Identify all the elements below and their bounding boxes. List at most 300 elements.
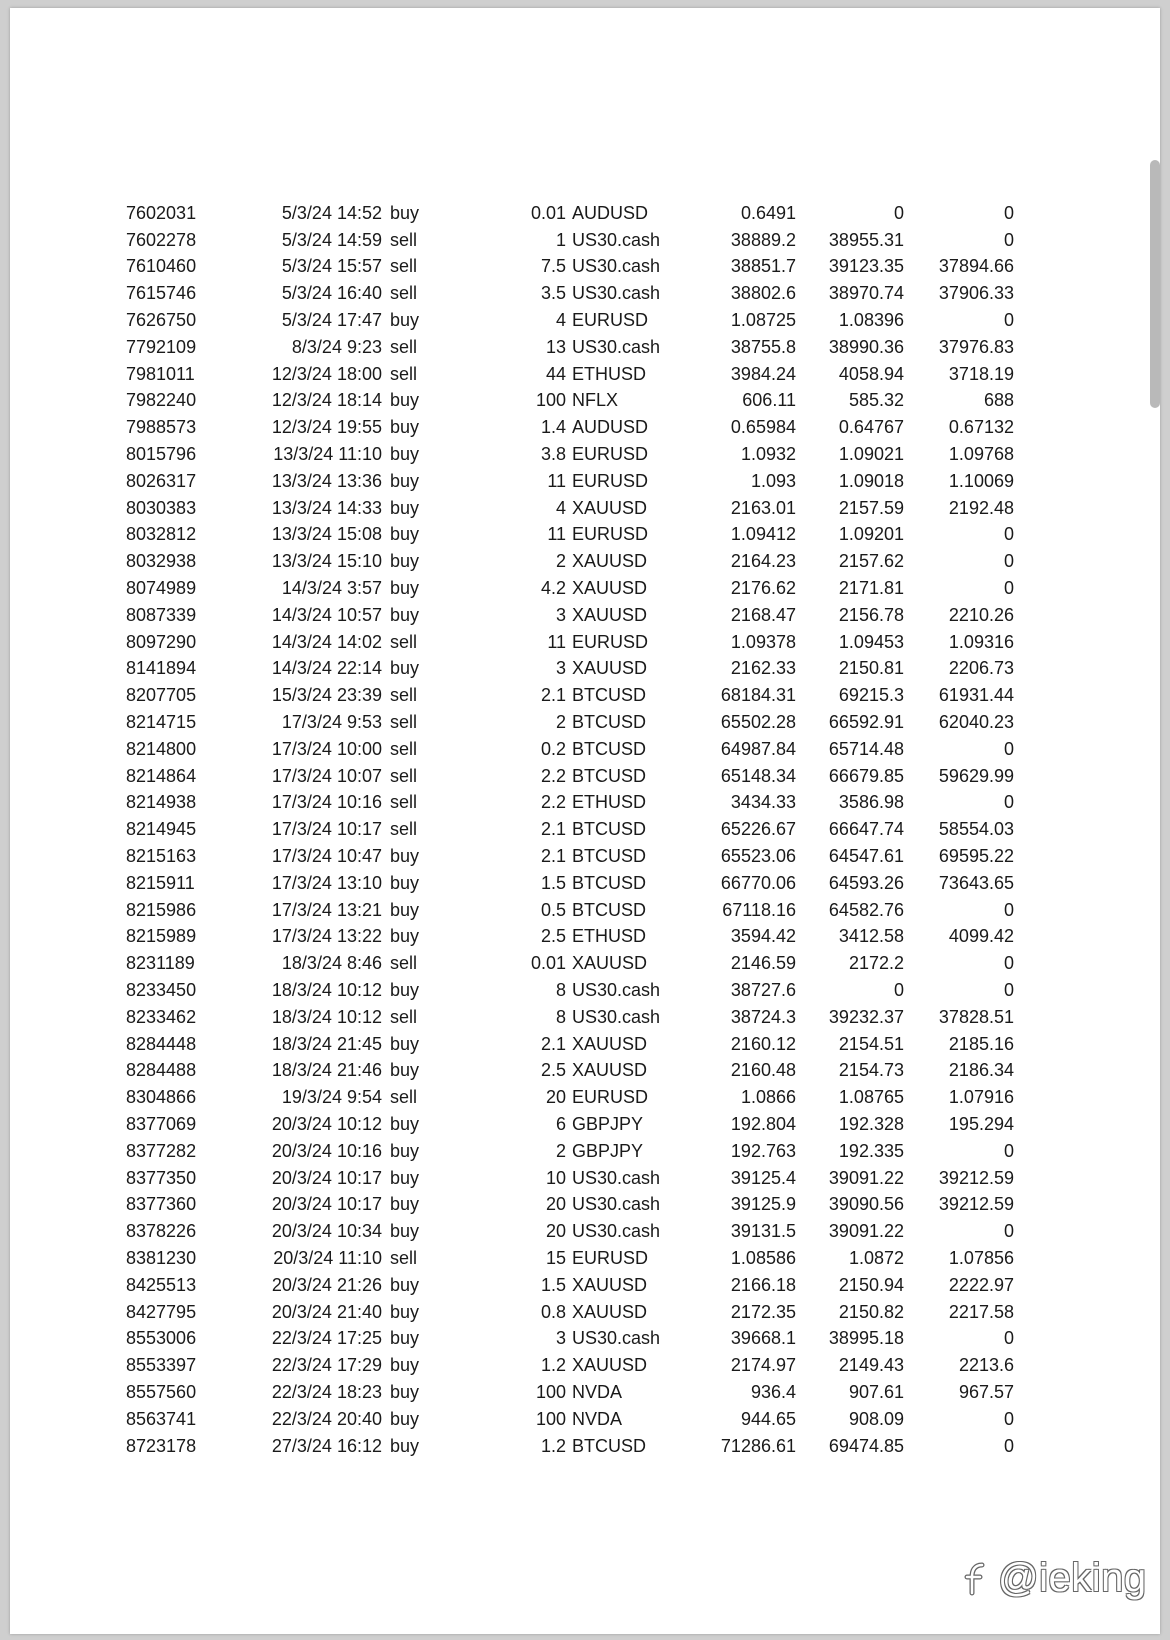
symbol-cell: US30.cash <box>572 229 661 250</box>
ticket-cell: 8087339 <box>126 604 197 625</box>
ticket-cell: 8215163 <box>126 846 197 867</box>
table-row <box>126 977 1014 1004</box>
time-cell: 5/3/24 14:52 <box>281 202 382 223</box>
volume-cell: 2 <box>555 1140 566 1161</box>
stop-loss-cell: 2149.43 <box>838 1355 904 1376</box>
type-cell: buy <box>390 1140 420 1161</box>
time-cell: 14/3/24 10:57 <box>271 604 382 625</box>
take-profit-cell: 0 <box>1003 899 1014 920</box>
type-cell: buy <box>390 604 420 625</box>
ticket-cell: 8233462 <box>126 1006 197 1027</box>
stop-loss-cell: 192.335 <box>838 1140 904 1161</box>
ticket-cell: 8097290 <box>126 631 197 652</box>
take-profit-cell: 1.07856 <box>948 1247 1014 1268</box>
symbol-cell: BTCUSD <box>572 712 647 733</box>
ticket-cell: 8233450 <box>126 980 197 1000</box>
symbol-cell: EURUSD <box>572 631 649 652</box>
time-cell: 22/3/24 20:40 <box>271 1408 382 1429</box>
take-profit-cell: 0 <box>1003 202 1014 223</box>
stop-loss-cell: 2171.81 <box>838 578 904 599</box>
stop-loss-cell: 0 <box>893 980 904 1000</box>
symbol-cell: US30.cash <box>572 1167 661 1188</box>
take-profit-cell: 37906.33 <box>938 283 1014 304</box>
type-cell: sell <box>390 256 418 277</box>
symbol-cell: ETHUSD <box>572 926 647 947</box>
type-cell: sell <box>390 1247 418 1268</box>
table-row <box>126 200 1014 227</box>
price-cell: 606.11 <box>742 390 796 411</box>
type-cell: sell <box>390 765 418 786</box>
ticket-cell: 8214800 <box>126 738 197 759</box>
volume-cell: 2 <box>555 551 566 572</box>
price-cell: 67118.16 <box>722 899 796 920</box>
time-cell: 14/3/24 14:02 <box>271 631 382 652</box>
price-cell: 2172.35 <box>730 1301 796 1322</box>
time-cell: 18/3/24 21:45 <box>271 1033 382 1054</box>
stop-loss-cell: 2154.51 <box>838 1033 904 1054</box>
price-cell: 66770.06 <box>720 872 796 893</box>
time-cell: 12/3/24 19:55 <box>271 417 382 438</box>
price-cell: 0.65984 <box>730 417 796 438</box>
time-cell: 17/3/24 13:10 <box>271 872 382 893</box>
time-cell: 20/3/24 10:17 <box>271 1194 382 1215</box>
type-cell: sell <box>390 953 418 974</box>
time-cell: 18/3/24 8:46 <box>281 953 382 974</box>
volume-cell: 1 <box>555 229 566 250</box>
ticket-cell: 8557560 <box>126 1381 197 1402</box>
volume-cell: 0.2 <box>540 738 566 759</box>
table-row <box>126 816 1014 843</box>
stop-loss-cell: 2150.81 <box>838 658 904 679</box>
price-cell: 38727.6 <box>730 980 796 1000</box>
time-cell: 17/3/24 9:53 <box>281 712 382 733</box>
table-row <box>126 441 1014 468</box>
ticket-cell: 8377350 <box>126 1167 197 1188</box>
stop-loss-cell: 69474.85 <box>828 1435 904 1456</box>
price-cell: 71286.61 <box>720 1435 796 1456</box>
price-cell: 65502.28 <box>720 712 796 733</box>
volume-cell: 2.2 <box>540 765 566 786</box>
stop-loss-cell: 65714.48 <box>828 738 904 759</box>
volume-cell: 3 <box>555 604 566 625</box>
type-cell: buy <box>390 1435 420 1456</box>
ticket-cell: 8215986 <box>126 899 197 920</box>
time-cell: 17/3/24 10:16 <box>271 792 382 813</box>
type-cell: buy <box>390 578 420 599</box>
price-cell: 65523.06 <box>720 846 796 867</box>
price-cell: 2162.33 <box>730 658 796 679</box>
volume-cell: 6 <box>555 1113 566 1134</box>
time-cell: 20/3/24 10:17 <box>271 1167 382 1188</box>
ticket-cell: 8381230 <box>126 1247 197 1268</box>
take-profit-cell: 1.09768 <box>948 444 1014 465</box>
price-cell: 38802.6 <box>730 283 796 304</box>
vertical-scrollbar[interactable] <box>1150 160 1160 408</box>
take-profit-cell: 0 <box>1003 1408 1014 1429</box>
ticket-cell: 7981011 <box>126 363 195 384</box>
symbol-cell: US30.cash <box>572 283 661 304</box>
symbol-cell: BTCUSD <box>572 872 647 893</box>
type-cell: buy <box>390 1033 420 1054</box>
price-cell: 192.804 <box>730 1113 796 1134</box>
price-cell: 1.08725 <box>730 310 796 331</box>
type-cell: buy <box>390 444 420 465</box>
stop-loss-cell: 2156.78 <box>838 604 904 625</box>
type-cell: sell <box>390 229 418 250</box>
table-row <box>126 388 1014 415</box>
volume-cell: 8 <box>555 980 566 1000</box>
time-cell: 5/3/24 16:40 <box>281 283 382 304</box>
take-profit-cell: 58554.03 <box>938 819 1014 840</box>
symbol-cell: US30.cash <box>572 256 661 277</box>
ticket-cell: 7602278 <box>126 229 197 250</box>
type-cell: buy <box>390 1328 420 1349</box>
volume-cell: 11 <box>547 470 566 491</box>
symbol-cell: XAUUSD <box>572 953 648 974</box>
table-row <box>126 1165 1014 1192</box>
price-cell: 2168.47 <box>730 604 796 625</box>
symbol-cell: US30.cash <box>572 1221 661 1242</box>
time-cell: 17/3/24 10:17 <box>271 819 382 840</box>
take-profit-cell: 1.07916 <box>948 1087 1014 1108</box>
stop-loss-cell: 66592.91 <box>828 712 904 733</box>
time-cell: 20/3/24 21:40 <box>271 1301 382 1322</box>
time-cell: 17/3/24 10:47 <box>271 846 382 867</box>
stop-loss-cell: 1.09453 <box>838 631 904 652</box>
symbol-cell: US30.cash <box>572 1006 661 1027</box>
symbol-cell: US30.cash <box>572 336 661 357</box>
ticket-cell: 8377360 <box>126 1194 197 1215</box>
volume-cell: 11 <box>547 524 566 545</box>
time-cell: 13/3/24 14:33 <box>271 497 382 518</box>
volume-cell: 2.1 <box>540 846 566 867</box>
price-cell: 2164.23 <box>730 551 796 572</box>
take-profit-cell: 1.09316 <box>948 631 1014 652</box>
stop-loss-cell: 1.08765 <box>838 1087 904 1108</box>
price-cell: 64987.84 <box>720 738 796 759</box>
ticket-cell: 8015796 <box>126 444 197 465</box>
table-row <box>126 1433 1014 1460</box>
symbol-cell: EURUSD <box>572 444 649 465</box>
symbol-cell: EURUSD <box>572 470 649 491</box>
stop-loss-cell: 192.328 <box>838 1113 904 1134</box>
trades-table-body <box>126 200 1014 1459</box>
volume-cell: 100 <box>535 1381 566 1402</box>
price-cell: 1.09378 <box>730 631 796 652</box>
symbol-cell: ETHUSD <box>572 792 647 813</box>
ticket-cell: 8074989 <box>126 578 197 599</box>
ticket-cell: 8214945 <box>126 819 197 840</box>
type-cell: buy <box>390 1221 420 1242</box>
price-cell: 38889.2 <box>730 229 796 250</box>
ticket-cell: 8284448 <box>126 1033 197 1054</box>
table-row <box>126 307 1014 334</box>
volume-cell: 3 <box>555 658 566 679</box>
time-cell: 20/3/24 21:26 <box>271 1274 382 1295</box>
type-cell: buy <box>390 551 420 572</box>
type-cell: buy <box>390 1167 420 1188</box>
stop-loss-cell: 585.32 <box>848 390 904 411</box>
volume-cell: 10 <box>545 1167 566 1188</box>
type-cell: sell <box>390 1006 418 1027</box>
type-cell: buy <box>390 1355 420 1376</box>
table-row <box>126 629 1014 656</box>
table-row <box>126 1218 1014 1245</box>
volume-cell: 15 <box>545 1247 566 1268</box>
stop-loss-cell: 3586.98 <box>838 792 904 813</box>
volume-cell: 11 <box>547 631 566 652</box>
table-row <box>126 870 1014 897</box>
price-cell: 2146.59 <box>730 953 796 974</box>
stop-loss-cell: 2150.94 <box>838 1274 904 1295</box>
type-cell: buy <box>390 417 420 438</box>
type-cell: sell <box>390 685 418 706</box>
take-profit-cell: 61931.44 <box>938 685 1014 706</box>
stop-loss-cell: 1.09201 <box>838 524 904 545</box>
stop-loss-cell: 64593.26 <box>828 872 904 893</box>
price-cell: 2174.97 <box>730 1355 796 1376</box>
type-cell: sell <box>390 1087 418 1108</box>
take-profit-cell: 0.67132 <box>948 417 1014 438</box>
symbol-cell: EURUSD <box>572 1087 649 1108</box>
type-cell: sell <box>390 631 418 652</box>
volume-cell: 100 <box>535 1408 566 1429</box>
time-cell: 17/3/24 10:07 <box>271 765 382 786</box>
volume-cell: 2 <box>555 712 566 733</box>
price-cell: 65148.34 <box>720 765 796 786</box>
volume-cell: 2.1 <box>540 685 566 706</box>
take-profit-cell: 0 <box>1003 953 1014 974</box>
table-row <box>126 468 1014 495</box>
stop-loss-cell: 39091.22 <box>828 1221 904 1242</box>
take-profit-cell: 688 <box>983 390 1014 411</box>
volume-cell: 1.5 <box>540 872 566 893</box>
take-profit-cell: 2213.6 <box>958 1355 1014 1376</box>
type-cell: buy <box>390 202 420 223</box>
price-cell: 192.763 <box>730 1140 796 1161</box>
watermark-logo-icon <box>962 1561 992 1597</box>
take-profit-cell: 3718.19 <box>948 363 1014 384</box>
stop-loss-cell: 38970.74 <box>828 283 904 304</box>
table-row <box>126 1004 1014 1031</box>
take-profit-cell: 0 <box>1003 1328 1014 1349</box>
price-cell: 0.6491 <box>740 202 796 223</box>
symbol-cell: XAUUSD <box>572 604 648 625</box>
time-cell: 12/3/24 18:00 <box>271 363 382 384</box>
table-row <box>126 709 1014 736</box>
type-cell: sell <box>390 283 418 304</box>
stop-loss-cell: 39091.22 <box>828 1167 904 1188</box>
stop-loss-cell: 69215.3 <box>838 685 904 706</box>
table-row <box>126 254 1014 281</box>
type-cell: buy <box>390 980 420 1000</box>
symbol-cell: XAUUSD <box>572 1355 648 1376</box>
take-profit-cell: 0 <box>1003 229 1014 250</box>
take-profit-cell: 0 <box>1003 578 1014 599</box>
table-row <box>126 1138 1014 1165</box>
take-profit-cell: 0 <box>1003 738 1014 759</box>
time-cell: 18/3/24 21:46 <box>271 1060 382 1081</box>
time-cell: 22/3/24 17:29 <box>271 1355 382 1376</box>
type-cell: buy <box>390 390 420 411</box>
table-row <box>126 790 1014 817</box>
take-profit-cell: 2192.48 <box>948 497 1014 518</box>
ticket-cell: 8284488 <box>126 1060 197 1081</box>
trades-table <box>126 200 1014 1459</box>
symbol-cell: GBPJPY <box>572 1113 644 1134</box>
price-cell: 1.093 <box>750 470 796 491</box>
type-cell: sell <box>390 712 418 733</box>
stop-loss-cell: 4058.94 <box>838 363 904 384</box>
price-cell: 1.0866 <box>740 1087 796 1108</box>
ticket-cell: 8377282 <box>126 1140 197 1161</box>
take-profit-cell: 2222.97 <box>948 1274 1014 1295</box>
table-row <box>126 1191 1014 1218</box>
take-profit-cell: 0 <box>1003 1221 1014 1242</box>
symbol-cell: NFLX <box>572 390 619 411</box>
table-row <box>126 1058 1014 1085</box>
time-cell: 14/3/24 22:14 <box>271 658 382 679</box>
table-row <box>126 950 1014 977</box>
price-cell: 39125.9 <box>730 1194 796 1215</box>
time-cell: 8/3/24 9:23 <box>291 336 382 357</box>
ticket-cell: 8214938 <box>126 792 197 813</box>
volume-cell: 20 <box>545 1221 566 1242</box>
time-cell: 19/3/24 9:54 <box>281 1087 382 1108</box>
take-profit-cell: 2185.16 <box>948 1033 1014 1054</box>
price-cell: 68184.31 <box>720 685 796 706</box>
symbol-cell: ETHUSD <box>572 363 647 384</box>
table-row <box>126 843 1014 870</box>
take-profit-cell: 2206.73 <box>948 658 1014 679</box>
symbol-cell: US30.cash <box>572 980 661 1000</box>
time-cell: 22/3/24 17:25 <box>271 1328 382 1349</box>
volume-cell: 1.2 <box>540 1355 566 1376</box>
ticket-cell: 8032938 <box>126 551 197 572</box>
table-row <box>126 1111 1014 1138</box>
stop-loss-cell: 1.09021 <box>838 444 904 465</box>
price-cell: 3434.33 <box>730 792 796 813</box>
price-cell: 2166.18 <box>730 1274 796 1295</box>
price-cell: 2160.12 <box>730 1033 796 1054</box>
stop-loss-cell: 1.0872 <box>848 1247 904 1268</box>
symbol-cell: XAUUSD <box>572 578 648 599</box>
type-cell: buy <box>390 899 420 920</box>
ticket-cell: 8214715 <box>126 712 197 733</box>
take-profit-cell: 195.294 <box>948 1113 1014 1134</box>
type-cell: buy <box>390 1408 420 1429</box>
stop-loss-cell: 38990.36 <box>828 336 904 357</box>
price-cell: 39668.1 <box>730 1328 796 1349</box>
type-cell: buy <box>390 1060 420 1081</box>
ticket-cell: 7615746 <box>126 283 197 304</box>
take-profit-cell: 39212.59 <box>938 1167 1014 1188</box>
symbol-cell: XAUUSD <box>572 1301 648 1322</box>
price-cell: 2163.01 <box>730 497 796 518</box>
symbol-cell: EURUSD <box>572 310 649 331</box>
symbol-cell: EURUSD <box>572 524 649 545</box>
time-cell: 13/3/24 11:10 <box>273 444 382 465</box>
price-cell: 1.08586 <box>730 1247 796 1268</box>
watermark-text: @ieking <box>998 1556 1147 1600</box>
type-cell: sell <box>390 792 418 813</box>
table-row <box>126 575 1014 602</box>
symbol-cell: US30.cash <box>572 1194 661 1215</box>
ticket-cell: 7610460 <box>126 256 197 277</box>
take-profit-cell: 59629.99 <box>938 765 1014 786</box>
stop-loss-cell: 39232.37 <box>828 1006 904 1027</box>
table-row <box>126 1031 1014 1058</box>
stop-loss-cell: 64547.61 <box>828 846 904 867</box>
stop-loss-cell: 66647.74 <box>828 819 904 840</box>
stop-loss-cell: 39123.35 <box>828 256 904 277</box>
table-row <box>126 1299 1014 1326</box>
table-row <box>126 1084 1014 1111</box>
time-cell: 20/3/24 10:34 <box>271 1221 382 1242</box>
time-cell: 18/3/24 10:12 <box>271 1006 382 1027</box>
time-cell: 17/3/24 10:00 <box>271 738 382 759</box>
stop-loss-cell: 908.09 <box>848 1408 904 1429</box>
symbol-cell: AUDUSD <box>572 202 649 223</box>
time-cell: 17/3/24 13:22 <box>271 926 382 947</box>
take-profit-cell: 0 <box>1003 551 1014 572</box>
time-cell: 20/3/24 10:16 <box>271 1140 382 1161</box>
volume-cell: 4 <box>555 497 566 518</box>
table-row <box>126 361 1014 388</box>
volume-cell: 2.1 <box>540 1033 566 1054</box>
type-cell: buy <box>390 1113 420 1134</box>
ticket-cell: 8427795 <box>126 1301 197 1322</box>
table-row <box>126 414 1014 441</box>
table-row <box>126 280 1014 307</box>
type-cell: buy <box>390 1301 420 1322</box>
type-cell: buy <box>390 926 420 947</box>
time-cell: 13/3/24 15:10 <box>271 551 382 572</box>
ticket-cell: 8026317 <box>126 470 197 491</box>
take-profit-cell: 39212.59 <box>938 1194 1014 1215</box>
type-cell: sell <box>390 738 418 759</box>
take-profit-cell: 2210.26 <box>948 604 1014 625</box>
ticket-cell: 7982240 <box>126 390 197 411</box>
symbol-cell: BTCUSD <box>572 1435 647 1456</box>
type-cell: buy <box>390 1381 420 1402</box>
type-cell: sell <box>390 363 418 384</box>
take-profit-cell: 967.57 <box>958 1381 1014 1402</box>
table-row <box>126 495 1014 522</box>
time-cell: 20/3/24 10:12 <box>271 1113 382 1134</box>
type-cell: buy <box>390 658 420 679</box>
type-cell: buy <box>390 846 420 867</box>
table-row <box>126 1325 1014 1352</box>
price-cell: 38851.7 <box>730 256 796 277</box>
stop-loss-cell: 907.61 <box>848 1381 904 1402</box>
volume-cell: 4.2 <box>540 578 566 599</box>
table-row <box>126 1272 1014 1299</box>
take-profit-cell: 4099.42 <box>948 926 1014 947</box>
symbol-cell: AUDUSD <box>572 417 649 438</box>
volume-cell: 0.01 <box>530 953 566 974</box>
table-row <box>126 227 1014 254</box>
take-profit-cell: 0 <box>1003 310 1014 331</box>
stop-loss-cell: 64582.76 <box>828 899 904 920</box>
time-cell: 5/3/24 15:57 <box>281 256 382 277</box>
take-profit-cell: 37828.51 <box>938 1006 1014 1027</box>
time-cell: 5/3/24 14:59 <box>281 229 382 250</box>
take-profit-cell: 2217.58 <box>948 1301 1014 1322</box>
volume-cell: 0.8 <box>540 1301 566 1322</box>
volume-cell: 44 <box>545 363 566 384</box>
symbol-cell: BTCUSD <box>572 846 647 867</box>
